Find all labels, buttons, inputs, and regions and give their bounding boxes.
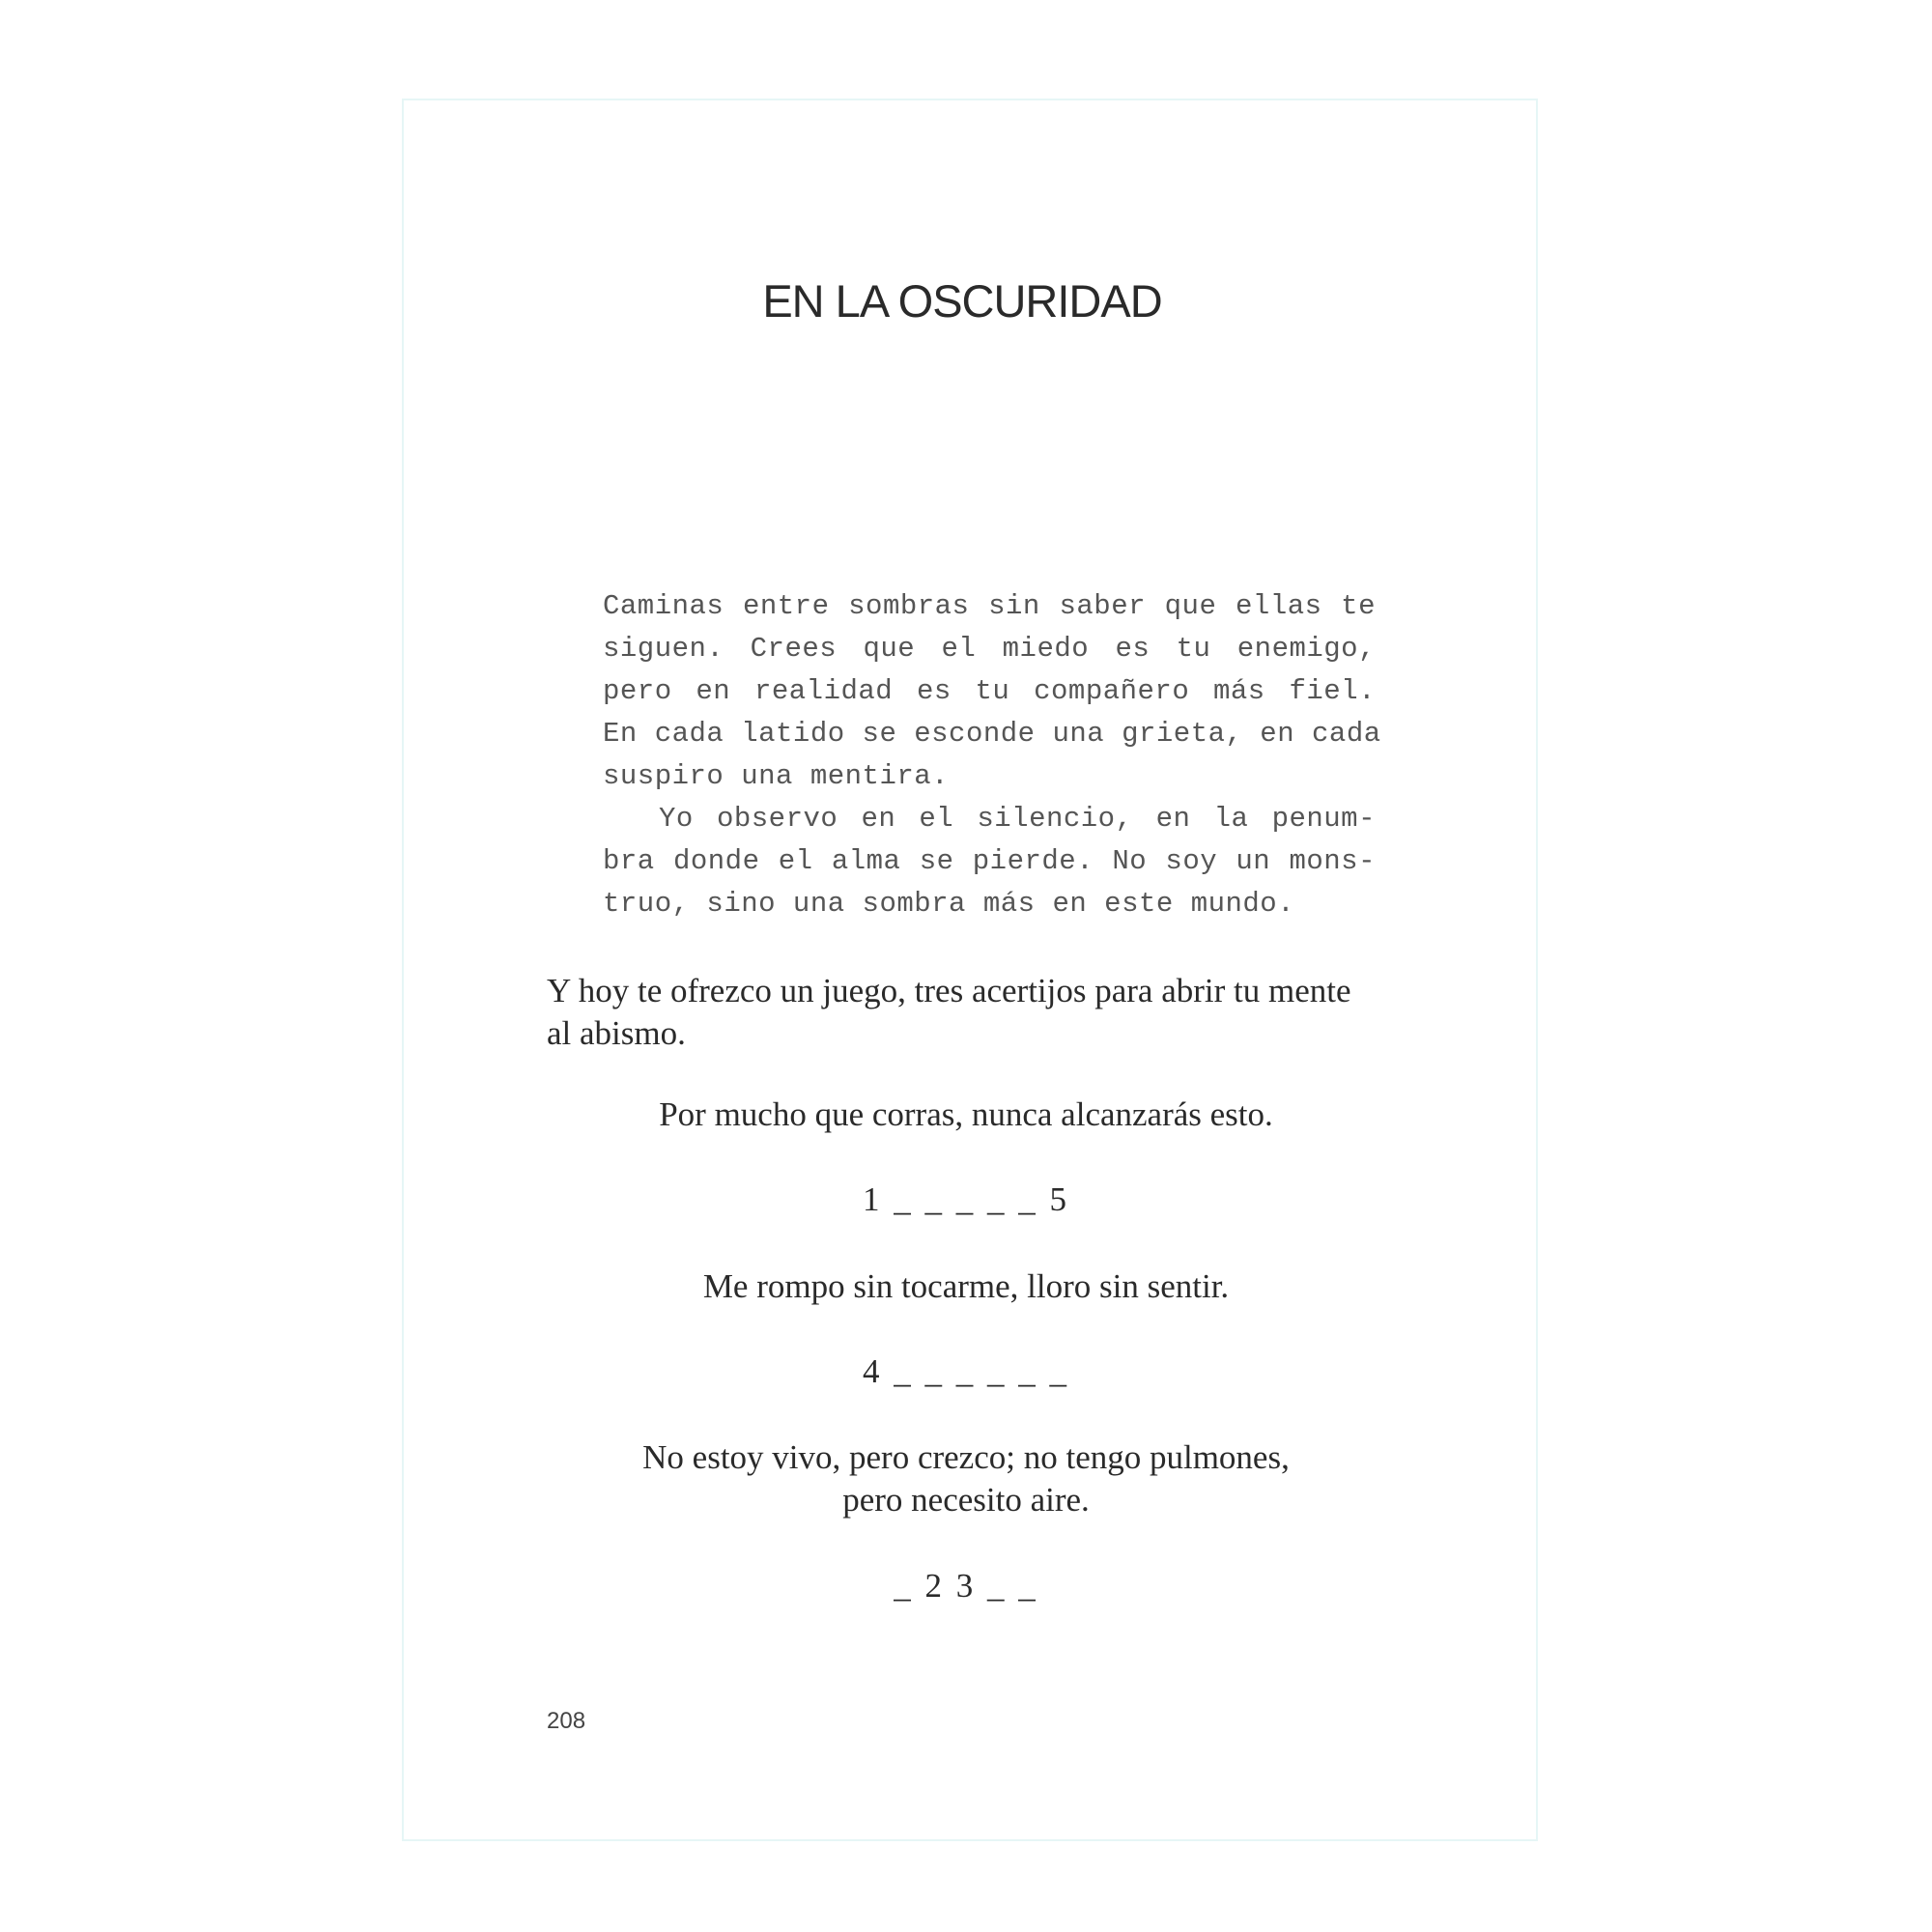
riddle-2-question: Me rompo sin tocarme, lloro sin sentir. [702, 1267, 1230, 1305]
monologue-line: bra donde el alma se pierde. No soy un mons- [603, 845, 1376, 877]
chapter-title: EN LA OSCURIDAD [762, 275, 1162, 327]
monologue-line: En cada latido se esconde una grieta, en cada [603, 718, 1381, 750]
riddle-3-answer-blanks: _ 2 3 _ _ [894, 1567, 1038, 1605]
monologue-line: Caminas entre sombras sin saber que ellas te [603, 590, 1376, 622]
riddle-1-question: Por mucho que corras, nunca alcanzarás esto. [659, 1095, 1273, 1133]
monologue-line: truo, sino una sombra más en este mundo. [603, 888, 1295, 920]
intro-paragraph: Y hoy te ofrezco un juego, tres acertijos para abrir tu mente al abismo. [547, 972, 1351, 1052]
riddle-1-answer-blanks: 1 _ _ _ _ _ 5 [863, 1180, 1069, 1218]
page-number: 208 [547, 1708, 586, 1734]
monologue-block [603, 585, 1381, 925]
monologue-line: Yo observo en el silencio, en la penum- [659, 803, 1376, 835]
monologue-line: suspiro una mentira. [603, 760, 950, 792]
riddle-3-question [0, 1436, 1932, 1521]
riddle-3-question-line: No estoy vivo, pero crezco; no tengo pulmones, [642, 1438, 1290, 1476]
riddle-2-answer-blanks: 4 _ _ _ _ _ _ [863, 1352, 1069, 1390]
monologue-line: pero en realidad es tu compañero más fiel. [603, 675, 1376, 707]
riddle-3-question-line: pero necesito aire. [842, 1481, 1090, 1519]
monologue-line: siguen. Crees que el miedo es tu enemigo, [603, 633, 1376, 665]
